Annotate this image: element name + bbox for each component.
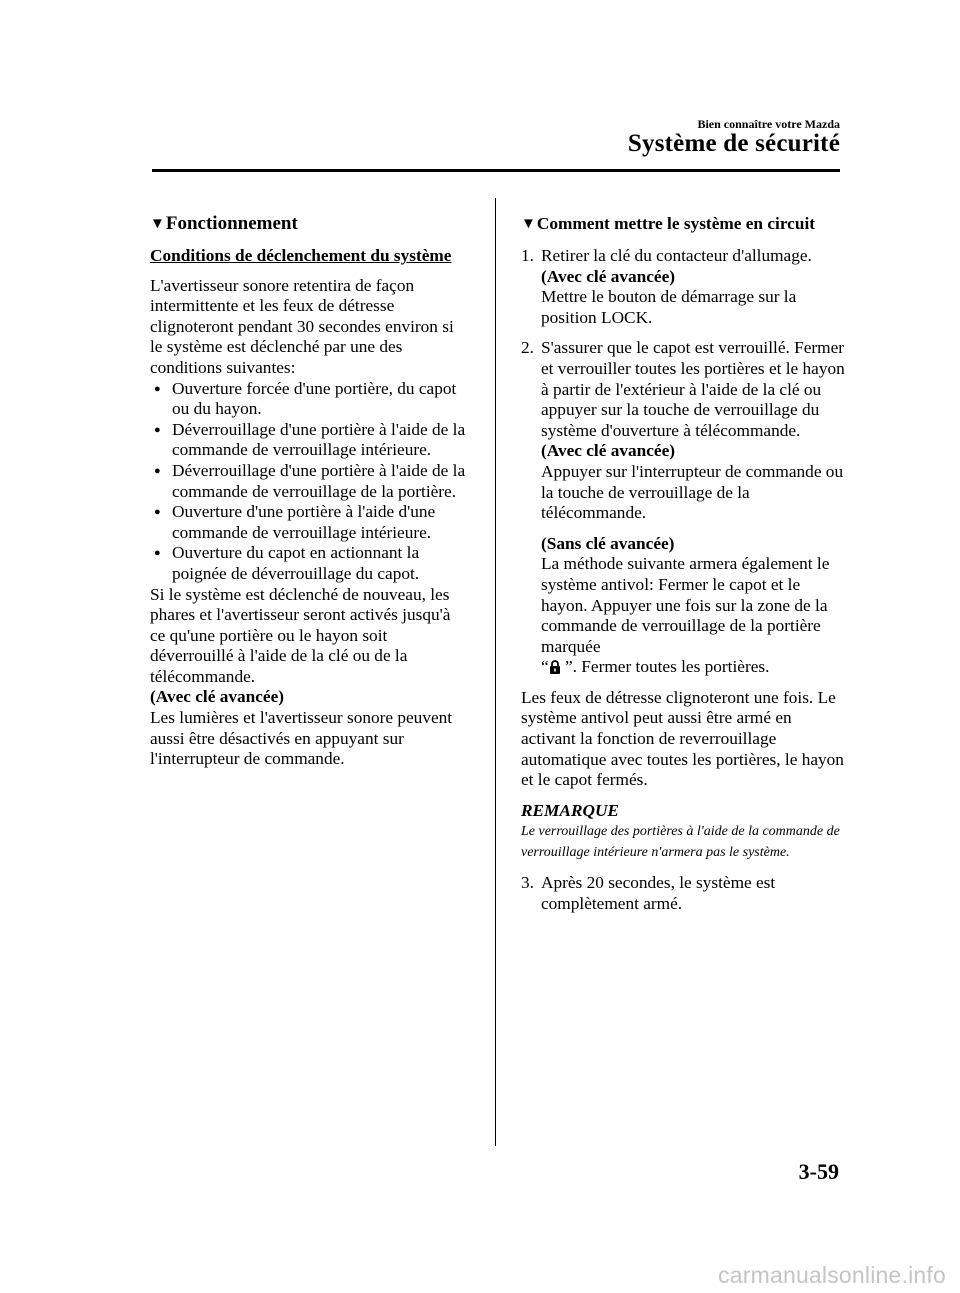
bullet-icon: ● [154,382,161,395]
bullet-icon: ● [154,506,161,519]
step-number: 2. [521,338,534,358]
section-heading-text: Fonctionnement [165,213,298,234]
right-column [521,212,846,925]
advanced-key-paragraph: Les lumières et l'avertisseur sonore peuvent aussi être désactivés en appuyant sur l'interrupteur de commande. [150,708,453,769]
list-item: ● Ouverture d'une portière à l'aide d'une commande de verrouillage intérieure. [154,502,436,542]
section-heading-fonctionnement [150,212,470,236]
arming-steps-continued [521,873,846,914]
header-rule [152,169,840,172]
step-label: (Avec clé avancée) [541,441,676,461]
step-item [521,338,846,678]
step-text: La méthode suivante armera également le système antivol: Fermer le capot et le hayon. Appuyer une fois sur la zone de la commande de verrouillage de la portière marquée “ ”. Fermer toutes les portières. [541,554,830,677]
note-title: REMARQUE [521,800,619,820]
bullet-icon: ● [154,464,161,477]
page-number: 3-59 [798,1159,839,1184]
step-text: Mettre le bouton de démarrage sur la position LOCK. [541,287,797,327]
padlock-icon [549,660,561,674]
step-text: Appuyer sur l'interrupteur de commande ou la touche de verrouillage de la télécommande. [541,461,844,523]
step-text: Après 20 secondes, le système est complètement armé. [541,873,776,914]
list-item: ● Ouverture forcée d'une portière, du capot ou du hayon. [154,378,457,419]
note-text: Le verrouillage des portières à l'aide de la commande de verrouillage intérieure n'armera pas le système. [521,824,840,861]
watermark: carmanualsonline.info [718,1262,946,1288]
left-column [150,212,470,770]
subheading: Conditions de déclenchement du système [150,246,452,265]
retrigger-paragraph: Si le système est déclenché de nouveau, les phares et l'avertisseur seront activés jusqu'à ce qu'une portière ou le hayon soit déverrouillé à l'aide de la clé ou de la télécommande. [150,584,451,686]
section-heading-text: Comment mettre le système en circuit [536,214,816,233]
step-text: Retirer la clé du contacteur d'allumage. [541,246,812,265]
step-item [521,873,846,914]
down-triangle-icon: ▼ [150,216,165,232]
step-number: 1. [521,246,534,265]
step-label: (Avec clé avancée) [541,266,676,286]
intro-paragraph: L'avertisseur sonore retentira de façon intermittente et les feux de détresse clignoteront pendant 30 secondes environ si le système est déclenché par une des conditions suivantes: [150,275,454,377]
bullet-icon: ● [154,423,161,436]
step-number: 3. [521,873,534,893]
step-text: S'assurer que le capot est verrouillé. Fermer et verrouiller toutes les portières et le hayon à partir de l'extérieur à l'aide de la clé ou appuyer sur la touche de verrouillage du système d'ouverture à télécommande. [541,338,845,440]
list-item: ● Ouverture du capot en actionnant la poignée de déverrouillage du capot. [154,543,420,583]
section-heading-arming [521,212,846,236]
down-triangle-icon: ▼ [521,216,536,232]
list-item: ● Déverrouillage d'une portière à l'aide de la commande de verrouillage intérieure. [154,419,466,460]
section-subtitle: Bien connaître votre Mazda [697,117,840,131]
paragraph: Les feux de détresse clignoteront une fois. Le système antivol peut aussi être armé en activant la fonction de reverrouillage automatique avec toutes les portières, le hayon et le capot fermés. [521,687,844,790]
step-item [521,246,846,328]
bullet-icon: ● [154,547,161,560]
list-item: ● Déverrouillage d'une portière à l'aide de la commande de verrouillage de la portière. [154,460,466,501]
arming-steps [521,246,846,678]
page-title: Système de sécurité [627,130,840,157]
trigger-conditions-list [150,379,470,585]
advanced-key-label: (Avec clé avancée) [150,687,285,707]
step-label: (Sans clé avancée) [541,533,675,553]
column-divider [495,198,496,1146]
